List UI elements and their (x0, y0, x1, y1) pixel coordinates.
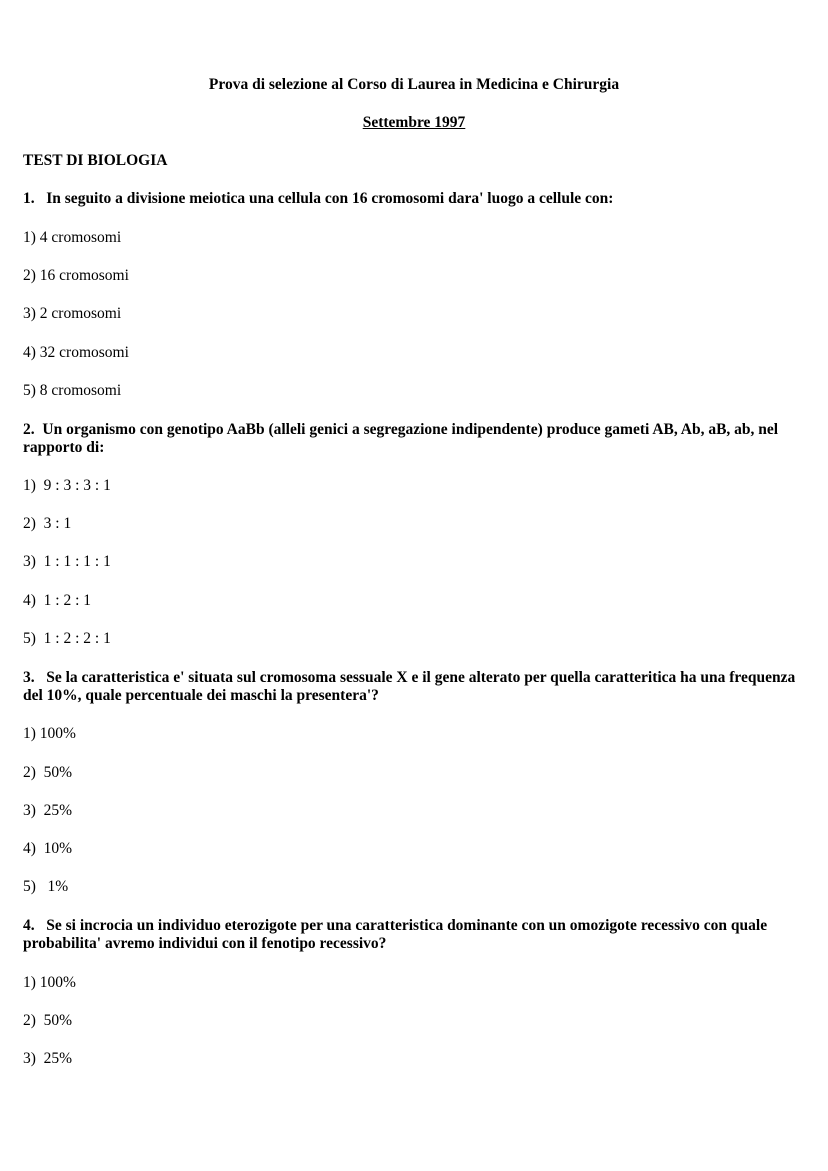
question-text: In seguito a divisione meiotica una cellula con 16 cromosomi dara' luogo a cellule con: (46, 190, 614, 207)
option: 5) 8 cromosomi (23, 382, 122, 399)
option: 2) 50% (23, 1012, 73, 1029)
question-4 (23, 917, 808, 953)
option: 3) 25% (23, 802, 73, 819)
document-title: Prova di selezione al Corso di Laurea in Medicina e Chirurgia (208, 76, 620, 93)
option: 1) 100% (23, 725, 76, 742)
question-3 (23, 669, 808, 705)
option: 2) 16 cromosomi (23, 267, 129, 284)
option: 5) 1 : 2 : 2 : 1 (23, 630, 111, 647)
option: 4) 1 : 2 : 1 (23, 592, 92, 609)
question-number: 3. (23, 669, 35, 686)
option: 1) 9 : 3 : 3 : 1 (23, 477, 111, 494)
option: 1) 100% (23, 974, 76, 991)
option: 1) 4 cromosomi (23, 229, 122, 246)
section-heading: TEST DI BIOLOGIA (23, 152, 168, 169)
option: 3) 2 cromosomi (23, 305, 122, 322)
question-text: Un organismo con genotipo AaBb (alleli genici a segregazione indipendente) produce gameti AB, Ab, aB, ab, nel rapporto di: (23, 421, 779, 456)
question-number: 4. (23, 917, 35, 934)
question-2 (23, 421, 808, 457)
question-number: 1. (23, 190, 35, 207)
option: 4) 10% (23, 840, 73, 857)
option: 3) 25% (23, 1050, 73, 1067)
option: 3) 1 : 1 : 1 : 1 (23, 553, 111, 570)
question-1 (23, 190, 808, 208)
question-number: 2. (23, 421, 35, 438)
option: 4) 32 cromosomi (23, 344, 129, 361)
option: 2) 3 : 1 (23, 515, 72, 532)
option: 5) 1% (23, 878, 69, 895)
question-text: Se si incrocia un individuo eterozigote per una caratteristica dominante con un omozigote recessivo con quale probabilita' avremo individui con il fenotipo recessivo? (23, 917, 768, 952)
question-text: Se la caratteristica e' situata sul cromosoma sessuale X e il gene alterato per quella caratteritica ha una frequenza del 10%, quale percentuale dei maschi la presentera'? (23, 669, 796, 704)
document-date: Settembre 1997 (362, 114, 466, 131)
option: 2) 50% (23, 764, 73, 781)
